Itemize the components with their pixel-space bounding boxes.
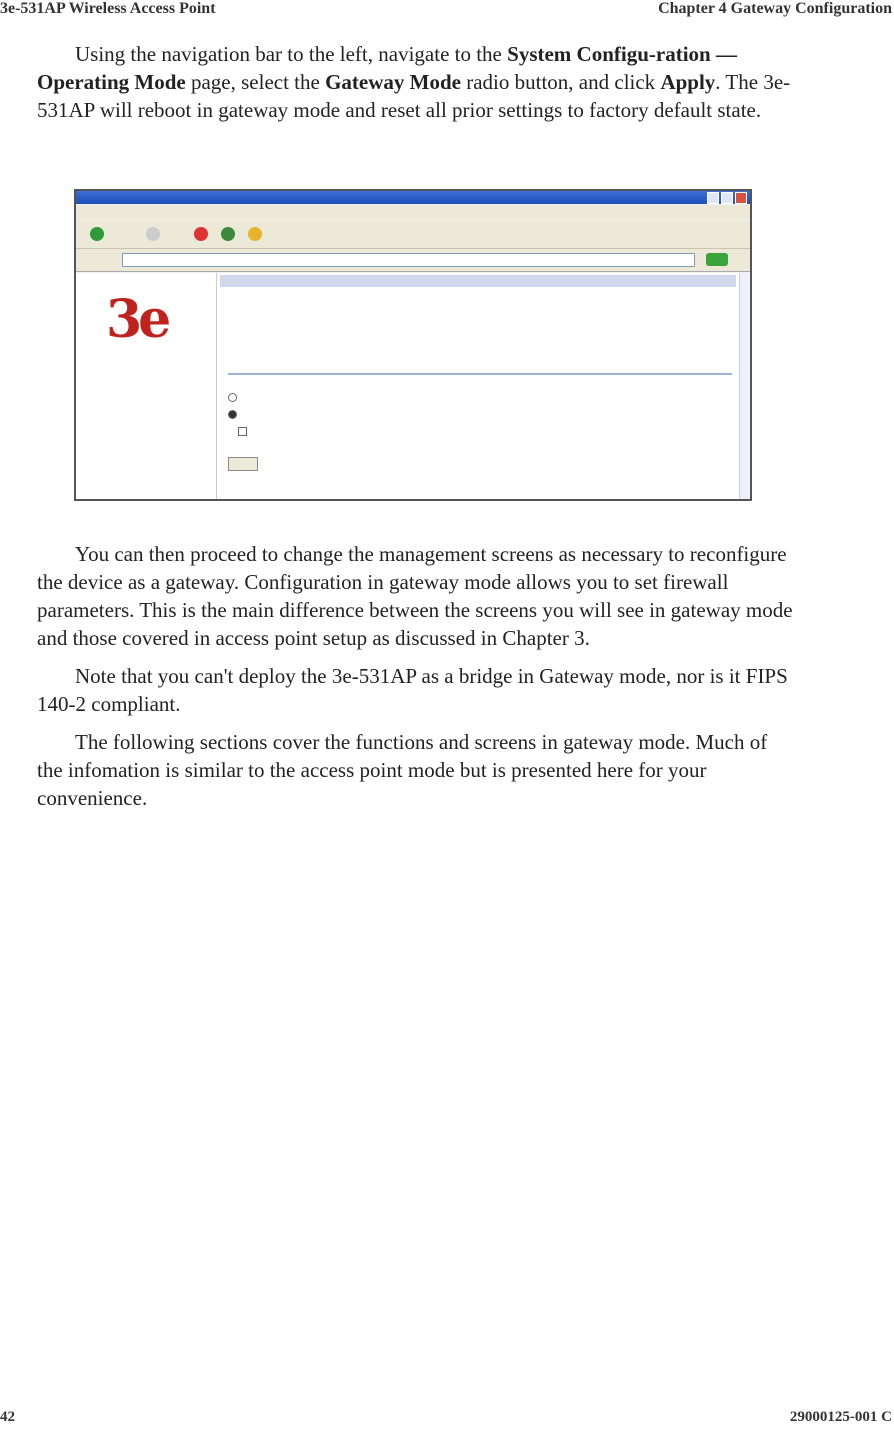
checkbox-option-fips: [228, 423, 251, 440]
window-buttons: [705, 192, 747, 205]
radio-option-access-point: [228, 406, 251, 423]
brand-logo: 3e: [106, 289, 168, 350]
stop-icon: [194, 227, 208, 241]
intro-section: [37, 40, 797, 134]
browser-menubar: [76, 205, 750, 219]
radio-icon: [228, 393, 237, 402]
apply-button: [228, 457, 258, 471]
close-icon: [735, 192, 747, 204]
intro-bold-menu-path: System Configu-ration — Operating Mode: [37, 42, 737, 94]
back-icon: [90, 227, 104, 241]
operating-mode-page: [218, 273, 740, 499]
browser-toolbar: [76, 220, 750, 249]
intro-text-2: page, select the: [185, 70, 326, 94]
address-bar: [76, 249, 750, 272]
body-section: [37, 540, 797, 822]
url-field: [122, 253, 695, 267]
refresh-icon: [221, 227, 235, 241]
home-icon: [248, 227, 262, 241]
running-header-title: 3e-531AP Wireless Access Point: [0, 0, 216, 17]
maximize-icon: [721, 192, 733, 204]
intro-text-1: Using the navigation bar to the left, navigate to the: [75, 42, 508, 66]
paragraph-following-sections: The following sections cover the functions and screens in gateway mode. Much of the infomation is similar to the access point mode but is presented here for your convenience.: [37, 730, 768, 810]
mode-options: [228, 389, 251, 440]
running-header-chapter: Chapter 4 Gateway Configuration: [658, 0, 892, 17]
browser-content: [76, 273, 750, 499]
section-title: [228, 361, 732, 375]
ap-navigation-sidebar: [76, 273, 217, 499]
intro-paragraph: [37, 40, 797, 124]
page-number: 42: [0, 1409, 15, 1425]
scrollbar: [739, 273, 750, 499]
document-id: 29000125-001 C: [789, 1409, 892, 1425]
intro-bold-apply: Apply: [660, 70, 716, 94]
paragraph-reconfigure: You can then proceed to change the management screens as necessary to reconfigure the device as a gateway. Configuration in gateway mode allows you to set firewall parameters. This is the main difference between the screens you will see in gateway mode and those covered in access point setup as discussed in Chapter 3.: [37, 542, 793, 650]
window-titlebar: [76, 191, 750, 204]
go-button: [706, 253, 728, 266]
intro-bold-gateway-mode: Gateway Mode: [325, 70, 461, 94]
minimize-icon: [707, 192, 719, 204]
status-header: [220, 275, 736, 287]
forward-icon: [146, 227, 160, 241]
paragraph-bridge-note: Note that you can't deploy the 3e-531AP as a bridge in Gateway mode, nor is it FIPS 140-2 compliant.: [37, 664, 788, 716]
checkbox-icon: [238, 427, 247, 436]
intro-text-3: radio button, and click: [460, 70, 661, 94]
intro-text-4: . The 3e-531AP will reboot in gateway mode and reset all prior settings to factory default state.: [37, 70, 791, 122]
browser-screenshot-figure: [74, 189, 752, 501]
radio-selected-icon: [228, 410, 237, 419]
radio-option-gateway: [228, 389, 251, 406]
